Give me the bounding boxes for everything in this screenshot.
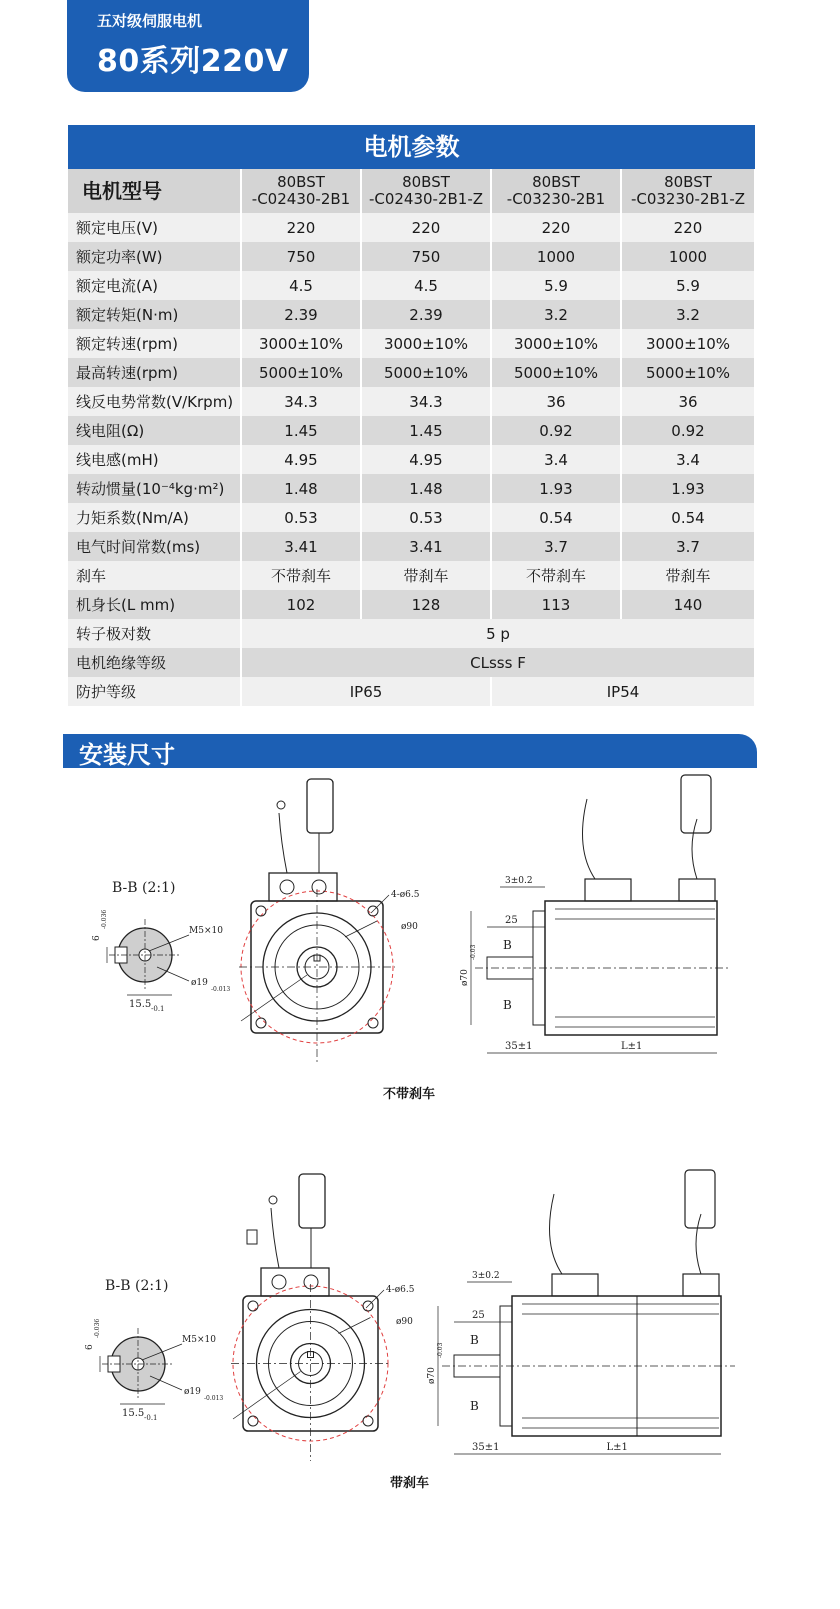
model-cell bbox=[361, 169, 491, 213]
row-label: 额定电流(A) bbox=[68, 271, 241, 300]
row-label: 电机绝缘等级 bbox=[68, 648, 241, 677]
series-subtitle: 五对级伺服电机 bbox=[97, 12, 203, 30]
key-width-tol-label: -0.036 bbox=[101, 909, 108, 929]
row-value: 5 p bbox=[241, 619, 755, 648]
row-value: 2.39 bbox=[241, 300, 361, 329]
holes-label: 4-ø6.5 bbox=[391, 890, 420, 900]
table-row bbox=[68, 213, 755, 242]
pilot-tol-label: -0.03 bbox=[437, 1342, 444, 1358]
model-cell bbox=[241, 169, 361, 213]
model-cell bbox=[621, 169, 755, 213]
row-value: 750 bbox=[241, 242, 361, 271]
table-row bbox=[68, 503, 755, 532]
row-value: 140 bbox=[621, 590, 755, 619]
model-name-line: -C03230-2B1 bbox=[506, 190, 606, 208]
table-row bbox=[68, 416, 755, 445]
row-value: 0.53 bbox=[241, 503, 361, 532]
row-value: 带刹车 bbox=[361, 561, 491, 590]
ring-terminal bbox=[269, 1196, 277, 1204]
row-value: 5000±10% bbox=[491, 358, 621, 387]
row-value: 220 bbox=[361, 213, 491, 242]
row-value: 2.39 bbox=[361, 300, 491, 329]
row-label: 防护等级 bbox=[68, 677, 241, 706]
section-title: 安装尺寸 bbox=[79, 741, 175, 769]
row-value: 1000 bbox=[491, 242, 621, 271]
brake-terminal bbox=[247, 1230, 257, 1244]
row-value: 4.95 bbox=[241, 445, 361, 474]
encoder-cable-side bbox=[696, 1214, 701, 1274]
table-row bbox=[68, 242, 755, 271]
table-row bbox=[68, 532, 755, 561]
row-label: 转动惯量(10⁻⁴kg·m²) bbox=[68, 474, 241, 503]
mounting-hole bbox=[256, 906, 266, 916]
section-label: B-B (2:1) bbox=[105, 1278, 169, 1294]
row-value: 1000 bbox=[621, 242, 755, 271]
pilot-label: ø70 bbox=[460, 969, 470, 986]
table-row bbox=[68, 271, 755, 300]
key-depth-label: 15.5 bbox=[122, 1408, 145, 1419]
row-value: 3.4 bbox=[491, 445, 621, 474]
encoder-plug-side bbox=[681, 775, 711, 833]
front-len-label: 35±1 bbox=[472, 1442, 500, 1453]
encoder-plug bbox=[307, 779, 333, 833]
row-label: 额定电压(V) bbox=[68, 213, 241, 242]
pcd-label: ø90 bbox=[396, 1317, 413, 1327]
table-row bbox=[68, 387, 755, 416]
model-name-line: 80BST bbox=[664, 173, 712, 191]
mounting-hole bbox=[368, 1018, 378, 1028]
row-value: 1.93 bbox=[621, 474, 755, 503]
flange-dim-label: 3±0.2 bbox=[505, 876, 533, 886]
connector-housing bbox=[261, 1268, 329, 1296]
row-value: 3.2 bbox=[621, 300, 755, 329]
section-mark-bottom: B bbox=[470, 1399, 479, 1413]
row-value: 220 bbox=[491, 213, 621, 242]
row-value: 750 bbox=[361, 242, 491, 271]
row-value: 36 bbox=[621, 387, 755, 416]
row-value: 5.9 bbox=[621, 271, 755, 300]
row-label: 额定功率(W) bbox=[68, 242, 241, 271]
row-value: 3.41 bbox=[241, 532, 361, 561]
model-name-line: -C02430-2B1 bbox=[251, 190, 351, 208]
row-value: 1.48 bbox=[361, 474, 491, 503]
caption-brake: 带刹车 bbox=[390, 1476, 430, 1491]
section-mark-top: B bbox=[503, 938, 512, 952]
row-value: 3000±10% bbox=[241, 329, 361, 358]
row-label: 额定转矩(N·m) bbox=[68, 300, 241, 329]
drawing-no-brake bbox=[0, 770, 840, 1110]
mounting-hole bbox=[363, 1416, 373, 1426]
model-name-line: 80BST bbox=[277, 173, 325, 191]
parameter-grid bbox=[68, 169, 756, 706]
flange-dim-label: 3±0.2 bbox=[472, 1271, 500, 1281]
row-value: 5000±10% bbox=[361, 358, 491, 387]
row-value: 4.5 bbox=[361, 271, 491, 300]
encoder-cable-side bbox=[692, 819, 697, 879]
technical-drawing-brake bbox=[0, 1166, 840, 1496]
row-value: 3000±10% bbox=[621, 329, 755, 358]
model-name-line: 80BST bbox=[402, 173, 450, 191]
table-row bbox=[68, 590, 755, 619]
row-value: 5.9 bbox=[491, 271, 621, 300]
row-label: 线反电势常数(V/Krpm) bbox=[68, 387, 241, 416]
encoder-housing-side bbox=[679, 879, 715, 901]
row-value: 3.7 bbox=[491, 532, 621, 561]
motor-parameter-table bbox=[68, 125, 755, 706]
model-row bbox=[68, 169, 755, 213]
leader-line bbox=[366, 1290, 384, 1308]
row-label: 额定转速(rpm) bbox=[68, 329, 241, 358]
table-row bbox=[68, 445, 755, 474]
row-value: 0.92 bbox=[621, 416, 755, 445]
section-mark-top: B bbox=[470, 1333, 479, 1347]
connector-port bbox=[272, 1275, 286, 1289]
pilot-label: ø70 bbox=[427, 1367, 437, 1384]
table-row bbox=[68, 474, 755, 503]
technical-drawing-no-brake bbox=[0, 770, 840, 1110]
mounting-hole bbox=[248, 1416, 258, 1426]
table-title: 电机参数 bbox=[68, 125, 755, 169]
model-name-line: -C03230-2B1-Z bbox=[630, 190, 746, 208]
encoder-plug-side bbox=[685, 1170, 715, 1228]
row-value: 5000±10% bbox=[241, 358, 361, 387]
row-label: 力矩系数(Nm/A) bbox=[68, 503, 241, 532]
encoder-plug bbox=[299, 1174, 325, 1228]
row-value: 0.54 bbox=[621, 503, 755, 532]
row-label: 机身长(L mm) bbox=[68, 590, 241, 619]
key-depth-label: 15.5 bbox=[129, 999, 152, 1010]
power-cable bbox=[279, 813, 287, 873]
table-row bbox=[68, 677, 755, 706]
body-len-label: L±1 bbox=[621, 1041, 643, 1052]
row-value: 1.48 bbox=[241, 474, 361, 503]
shaft-tol-label: -0.013 bbox=[211, 986, 231, 993]
connector-port bbox=[280, 880, 294, 894]
row-value: CLsss F bbox=[241, 648, 755, 677]
key-tol-label: -0.1 bbox=[151, 1005, 165, 1013]
row-value: IP65 bbox=[241, 677, 491, 706]
series-badge bbox=[67, 0, 309, 92]
key-width-label: 6 bbox=[85, 1344, 95, 1350]
drawing-brake bbox=[0, 1166, 840, 1496]
thread-label: M5×10 bbox=[189, 926, 223, 936]
model-label: 电机型号 bbox=[68, 169, 241, 213]
section-heading-dimensions bbox=[63, 734, 757, 768]
row-value: 34.3 bbox=[241, 387, 361, 416]
row-value: 102 bbox=[241, 590, 361, 619]
series-title: 80系列220V bbox=[97, 44, 289, 79]
row-value: 3.4 bbox=[621, 445, 755, 474]
key-tol-label: -0.1 bbox=[144, 1414, 158, 1422]
row-value: 0.92 bbox=[491, 416, 621, 445]
ring-terminal bbox=[277, 801, 285, 809]
row-value: 3.7 bbox=[621, 532, 755, 561]
body-len-label: L±1 bbox=[606, 1442, 628, 1453]
row-value: 34.3 bbox=[361, 387, 491, 416]
connector-port bbox=[312, 880, 326, 894]
connector-housing-side bbox=[552, 1274, 598, 1296]
table-row bbox=[68, 648, 755, 677]
section-mark-bottom: B bbox=[503, 998, 512, 1012]
row-label: 最高转速(rpm) bbox=[68, 358, 241, 387]
mounting-hole bbox=[248, 1301, 258, 1311]
leader-line bbox=[371, 895, 389, 913]
row-value: 113 bbox=[491, 590, 621, 619]
key-width-tol-label: -0.036 bbox=[94, 1318, 101, 1338]
row-label: 线电阻(Ω) bbox=[68, 416, 241, 445]
thread-label: M5×10 bbox=[182, 1335, 216, 1345]
row-value: 1.45 bbox=[241, 416, 361, 445]
row-value: 36 bbox=[491, 387, 621, 416]
model-cell bbox=[491, 169, 621, 213]
table-row bbox=[68, 329, 755, 358]
encoder-housing-side bbox=[683, 1274, 719, 1296]
shaft-dia-label: ø19 bbox=[191, 978, 208, 988]
shaft-len-label: 25 bbox=[472, 1310, 485, 1321]
row-label: 转子极对数 bbox=[68, 619, 241, 648]
connector-housing-side bbox=[585, 879, 631, 901]
section-label: B-B (2:1) bbox=[112, 880, 176, 896]
table-row bbox=[68, 561, 755, 590]
row-value: 不带刹车 bbox=[491, 561, 621, 590]
row-value: 5000±10% bbox=[621, 358, 755, 387]
table-row bbox=[68, 358, 755, 387]
row-value: 4.95 bbox=[361, 445, 491, 474]
row-value: 4.5 bbox=[241, 271, 361, 300]
shaft-tol-label: -0.013 bbox=[204, 1395, 224, 1402]
row-value: 1.93 bbox=[491, 474, 621, 503]
row-value: 128 bbox=[361, 590, 491, 619]
table-row bbox=[68, 619, 755, 648]
power-cable bbox=[271, 1208, 279, 1268]
table-row bbox=[68, 300, 755, 329]
row-value: IP54 bbox=[491, 677, 755, 706]
pilot-tol-label: -0.03 bbox=[470, 944, 477, 960]
row-label: 电气时间常数(ms) bbox=[68, 532, 241, 561]
row-value: 不带刹车 bbox=[241, 561, 361, 590]
pcd-label: ø90 bbox=[401, 922, 418, 932]
caption-no-brake: 不带刹车 bbox=[383, 1087, 436, 1102]
row-value: 0.54 bbox=[491, 503, 621, 532]
row-value: 220 bbox=[241, 213, 361, 242]
row-value: 0.53 bbox=[361, 503, 491, 532]
power-cable-side bbox=[583, 799, 596, 879]
model-name-line: 80BST bbox=[532, 173, 580, 191]
row-value: 3.2 bbox=[491, 300, 621, 329]
row-value: 1.45 bbox=[361, 416, 491, 445]
connector-housing bbox=[269, 873, 337, 901]
row-value: 3000±10% bbox=[361, 329, 491, 358]
holes-label: 4-ø6.5 bbox=[386, 1285, 415, 1295]
row-label: 刹车 bbox=[68, 561, 241, 590]
row-value: 3000±10% bbox=[491, 329, 621, 358]
row-value: 220 bbox=[621, 213, 755, 242]
power-cable-side bbox=[550, 1194, 563, 1274]
front-len-label: 35±1 bbox=[505, 1041, 533, 1052]
mounting-hole bbox=[256, 1018, 266, 1028]
row-label: 线电感(mH) bbox=[68, 445, 241, 474]
model-name-line: -C02430-2B1-Z bbox=[368, 190, 484, 208]
row-value: 带刹车 bbox=[621, 561, 755, 590]
shaft-dia-label: ø19 bbox=[184, 1387, 201, 1397]
key-width-label: 6 bbox=[92, 935, 102, 941]
connector-port bbox=[304, 1275, 318, 1289]
row-value: 3.41 bbox=[361, 532, 491, 561]
shaft-len-label: 25 bbox=[505, 915, 518, 926]
